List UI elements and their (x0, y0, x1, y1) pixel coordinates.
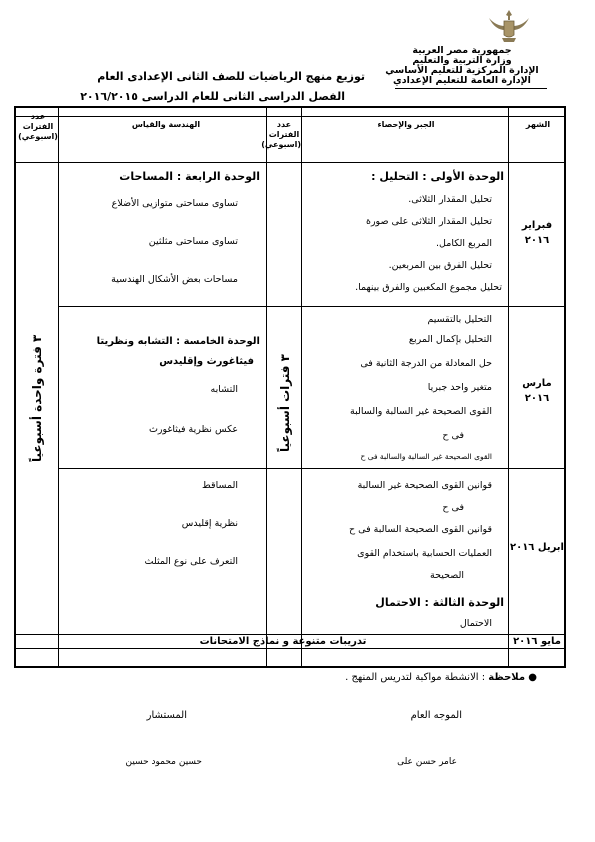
algebra-item: التحليل بالتقسيم (427, 314, 492, 325)
geometry-unit-4: الوحدة الرابعة : المساحات (119, 170, 260, 183)
algebra-item: المربع الكامل. (436, 238, 492, 249)
ministry-header (367, 46, 557, 86)
month-may: مايو ٢٠١٦ (513, 636, 561, 647)
document-title: توزيع منهج الرياضيات للصف الثانى الإعدادى العام (97, 70, 365, 83)
note-text: : الانشطة مواكبة لتدريس المنهج . (345, 672, 486, 683)
general-supervisor-name: عامر حسن على (397, 757, 457, 767)
algebra-item: قوانين القوى الصحيحة غير السالبة (357, 480, 492, 491)
algebra-item: فى ح (442, 502, 464, 513)
month-march: مارس ٢٠١٦ (522, 378, 552, 404)
geometry-item: مساحات بعض الأشكال الهندسية (111, 274, 238, 285)
geometry-item: تساوى مساحتى مثلثين (148, 236, 238, 247)
algebra-item: التحليل بإكمال المربع (408, 334, 492, 345)
header-periods-2: عدد الفترات (اسبوعي) (18, 112, 58, 141)
ministry-line-4: الإدارة العامة للتعليم الإعدادي (393, 75, 531, 86)
geometry-item: عكس نظرية فيثاغورث (148, 424, 238, 435)
algebra-item: قوانين القوى الصحيحة السالبة فى ح (349, 524, 492, 535)
header-geometry: الهندسة والقياس (131, 120, 201, 129)
geometry-unit-5-line-2: فيثاغورث وإقليدس (159, 356, 254, 367)
ministry-line-2: وزارة التربية والتعليم (412, 55, 512, 66)
header-month: الشهر (525, 120, 551, 129)
header-periods-1: عدد الفترات (اسبوعي) (261, 120, 301, 149)
geometry-item: التعرف على نوع المثلث (144, 556, 238, 567)
document-subtitle: الفصل الدراسى الثانى للعام الدراسى ٢٠١٦/٢٠١٥ (80, 90, 345, 103)
algebra-item: العمليات الحسابية باستخدام القوى (357, 548, 492, 559)
geometry-item: نظرية إقليدس (181, 518, 238, 529)
note (345, 672, 537, 683)
advisor-name: حسين محمود حسين (125, 757, 202, 767)
algebra-item: القوى الصحيحة غير السالبة والسالبة فى ح (360, 452, 492, 461)
month-february: فبراير ٢٠١٦ (521, 220, 553, 246)
note-label: ملاحظة (488, 672, 526, 683)
curriculum-table (14, 106, 566, 668)
geometry-item: تساوى مساحتى متوازيى الأضلاع (111, 198, 238, 209)
ministry-line-3: الإدارة المركزية للتعليم الأساسي (385, 65, 539, 76)
algebra-unit-1: الوحدة الأولى : التحليل : (371, 170, 504, 183)
algebra-item: تحليل المقدار الثلاثى على صورة (365, 216, 492, 227)
periods-algebra-vertical: ٣ فترات أسبوعياً (278, 354, 292, 453)
header-algebra: الجبر والإحصاء (377, 120, 435, 129)
general-supervisor-title: الموجه العام (410, 710, 462, 721)
geometry-unit-5: الوحدة الخامسة : التشابه ونظريتا (96, 336, 260, 347)
algebra-item: تحليل المقدار الثلاثى. (408, 194, 492, 205)
algebra-item: الصحيحة (430, 570, 464, 581)
periods-geometry-vertical: ٣ فترة واحدة أسبوعياً (30, 334, 44, 462)
ministry-line-1: جمهورية مصر العربية (412, 45, 512, 56)
algebra-item: القوى الصحيحة غير السالبة والسالبة (350, 406, 492, 417)
algebra-item: تحليل الفرق بين المربعين. (388, 260, 492, 271)
algebra-item: الاحتمال (459, 618, 492, 629)
eagle-emblem-icon (486, 6, 532, 46)
month-april: ابريل ٢٠١٦ (510, 542, 564, 553)
algebra-item: متغير واحد جبريا (427, 382, 492, 393)
may-training-text: تدريبات متنوعة و نماذج الامتحانات (199, 636, 367, 647)
geometry-item: المساقط (202, 480, 238, 491)
algebra-unit-3: الوحدة الثالثة : الاحتمال (375, 596, 504, 609)
bullet-icon: ● (525, 672, 537, 683)
header-underline (395, 88, 547, 89)
algebra-item: حل المعادلة من الدرجة الثانية فى (360, 358, 492, 369)
algebra-item: فى ح (442, 430, 464, 441)
advisor-title: المستشار (146, 710, 187, 721)
algebra-item: تحليل مجموع المكعبين والفرق بينهما. (355, 282, 502, 293)
geometry-item: التشابه (210, 384, 238, 395)
